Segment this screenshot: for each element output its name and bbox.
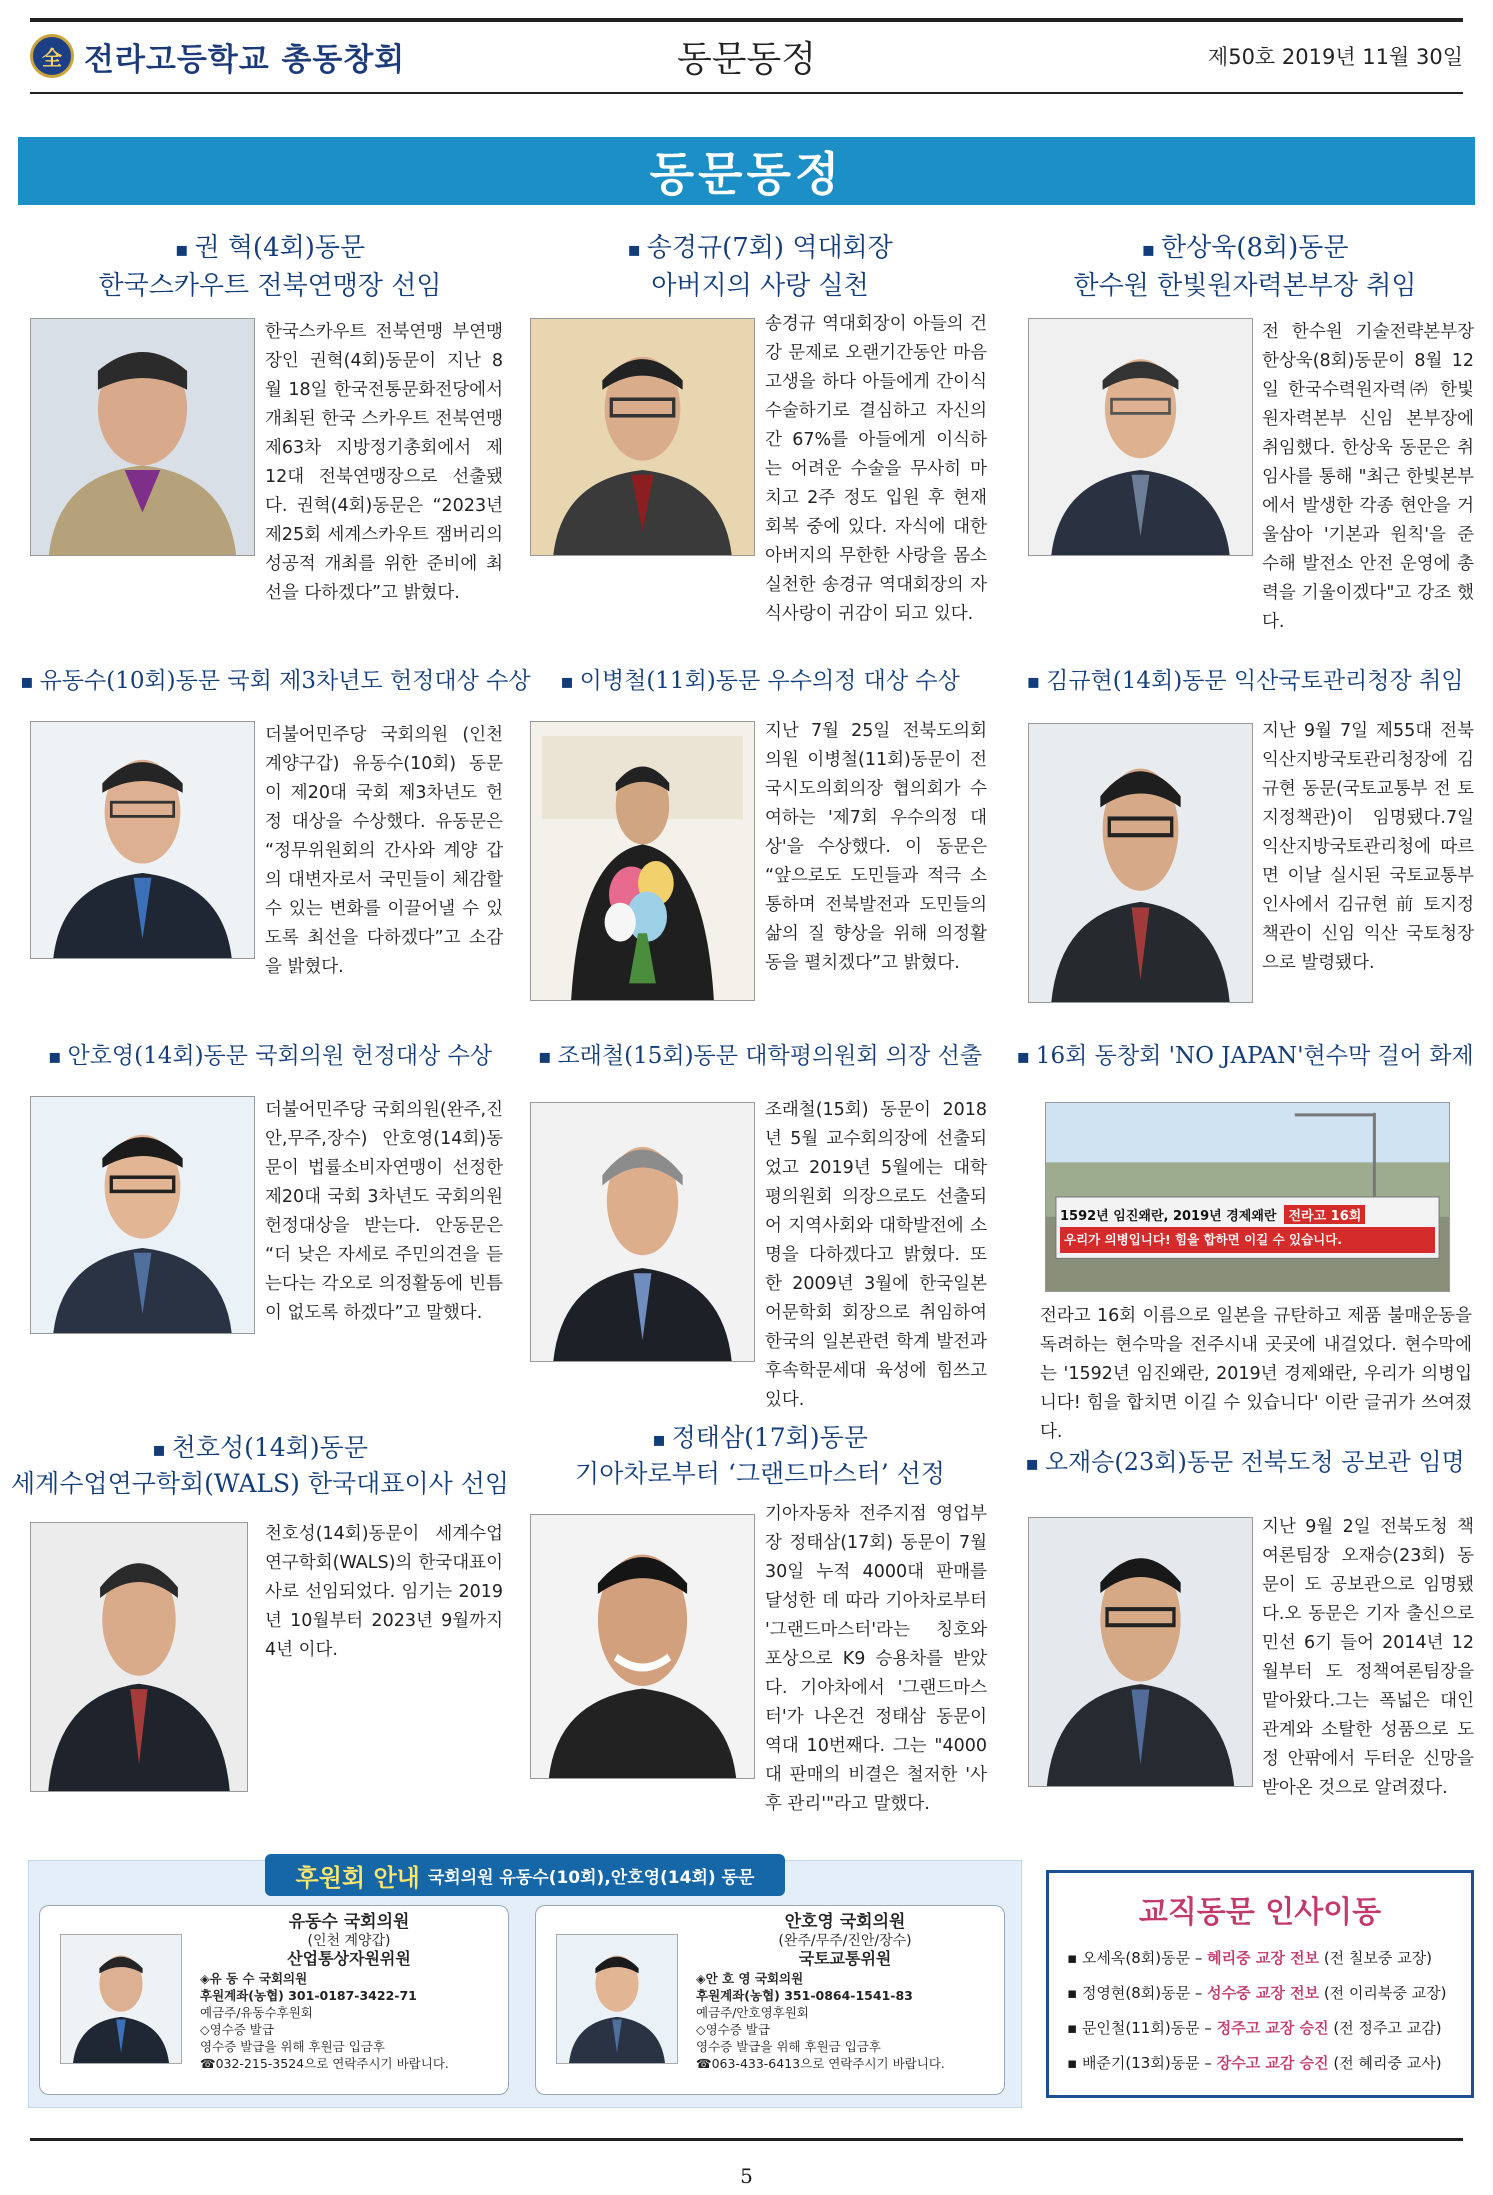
bullet-icon: ▪ — [652, 1427, 666, 1451]
bullet-icon: ▪ — [174, 237, 189, 261]
headline-line1: 정태삼(17회)동문 — [671, 1423, 868, 1452]
personnel-who: 배준기(13회)동문 – — [1081, 2054, 1217, 2072]
article-headline — [5, 1430, 515, 1503]
sponsor-info-box — [28, 1860, 1022, 2108]
article-song — [520, 230, 1000, 650]
personnel-note: (전 정주고 교감) — [1328, 2019, 1442, 2037]
page-number: 5 — [740, 2164, 753, 2188]
school-name: 전라고등학교 총동창회 — [84, 41, 406, 78]
personnel-note: (전 혜리중 교사) — [1328, 2054, 1442, 2072]
sponsor-account: 후원계좌(농협) 351-0864-1541-83 — [696, 1988, 913, 2003]
sponsor-note: 영수증 발급을 위해 후원금 입금후 — [200, 2039, 385, 2054]
personnel-item: ▪ 오세옥(8회)동문 – 혜리중 교장 전보 (전 칠보중 교장) — [1067, 1949, 1433, 1967]
article-headline — [20, 230, 520, 305]
headline-line1: 16회 동창회 'NO JAPAN'현수막 걸어 화제 — [1035, 1043, 1474, 1069]
personnel-item: ▪ 정영현(8회)동문 – 성수중 교장 전보 (전 이리북중 교장) — [1067, 1984, 1447, 2002]
personnel-item: ▪ 배준기(13회)동문 – 장수고 교감 승진 (전 혜리중 교사) — [1067, 2054, 1442, 2072]
article-jo — [520, 1040, 1000, 1420]
banner-text-line2: 우리가 의병입니다! 힘을 합하면 이길 수 있습니다. — [1060, 1227, 1435, 1253]
sponsor-name: 유동수 국회의원 — [288, 1912, 410, 1932]
sponsor-title: 후원회 안내 — [295, 1863, 420, 1892]
article-kim — [1010, 665, 1480, 1025]
sponsor-contact: ☎063-433-6413으로 연락주시기 바랍니다. — [696, 2056, 945, 2071]
sponsor-card-yoo — [39, 1905, 509, 2095]
article-oh — [1010, 1445, 1480, 1845]
bullet-icon: ▪ — [20, 669, 34, 693]
sponsor-details — [696, 1914, 994, 2072]
sponsor-portrait — [60, 1934, 182, 2064]
bullet-icon: ▪ — [560, 669, 574, 693]
article-body: 송경규 역대회장이 아들의 건강 문제로 오랜기간동안 마음고생을 하다 아들에게 간이식 수술하기로 결심하고 자신의 간 67%를 아들에게 이식하는 어려운 수술을 무사히 마치고 2주 정도 입원 후 현재 회복 중에 있다. 자식에 대한 아버지의 무한한 사랑을 몸소 실천한 송경규 역대회장의 자식사랑이 귀감이 되고 있다. — [765, 314, 987, 624]
sponsor-holder: 예금주/유동수후원회 — [200, 2005, 313, 2020]
headline-line1: 김규현(14회)동문 익산국토관리청장 취임 — [1046, 668, 1464, 694]
article-lee — [520, 665, 1000, 1025]
headline-line2: 세계수업연구학회(WALS) 한국대표이사 선임 — [10, 1469, 510, 1499]
sponsor-card-ahn — [535, 1905, 1005, 2095]
article-body: 전라고 16회 이름으로 일본을 규탄하고 제품 불매운동을 독려하는 현수막을 전주시내 곳곳에 내걸었다. 현수막에는 '1592년 임진왜란, 2019년 경제왜란, 우리가 의병입니다! 힘을 합치면 이길 수 있습니다' 이란 글귀가 쓰여졌다. — [1040, 1306, 1472, 1442]
article-body: 더불어민주당 국회의원(완주,진안,무주,장수) 안호영(14회)동문이 법률소비자연맹이 선정한 제20대 국회 3차년도 국회의원 헌정대상을 받는다. 안동문은 “더 낮은 자세로 주민의견을 듣는다는 각오로 의정활동에 빈틈이 없도록 하겠다”고 말했다. — [265, 1100, 503, 1323]
personnel-move: 혜리중 교장 전보 — [1207, 1949, 1320, 1967]
section-title: 동문동정 — [676, 38, 817, 80]
page-header — [30, 24, 1463, 88]
portrait-photo — [30, 721, 255, 959]
bullet-icon: ▪ — [1026, 669, 1041, 693]
article-headline — [1010, 230, 1480, 305]
sponsor-line: ◈안 호 영 국회의원 — [696, 1971, 804, 1986]
personnel-title: 교직동문 인사이동 — [1138, 1895, 1382, 1930]
article-body: 기아자동차 전주지점 영업부장 정태삼(17회) 동문이 7월 30일 누적 4000대 판매를 달성한 데 따라 기아차로부터 '그랜드마스터'라는 칭호와 포상으로 K9 승용차를 받았다. 기아차에서 '그랜드마스터'가 나온건 정태삼 동문이 역대 10번째다. 그는 "4000대 판매의 비결은 철저한 '사후 관리'"라고 말했다. — [765, 1504, 987, 1814]
article-headline — [520, 665, 1000, 698]
personnel-box — [1046, 1870, 1474, 2098]
bullet-icon: ▪ — [47, 1044, 62, 1068]
issue-info: 제50호 2019년 11월 30일 — [1207, 45, 1463, 69]
article-body: 지난 7월 25일 전북도의회 의원 이병철(11회)동문이 전국시도의회의장 협의회가 수여하는 '제7회 우수의정 대상'을 수상했다. 이 동문은 “앞으로도 도민들과 적극 소통하며 전북발전과 도민들의 삶의 질 향상을 위해 의정활동을 펼치겠다”고 밝혔다. — [765, 721, 987, 973]
article-jung — [520, 1420, 1000, 1850]
award-photo — [530, 721, 755, 1001]
portrait-photo — [30, 318, 255, 556]
headline-line2: 한수원 한빛원자력본부장 취임 — [1073, 270, 1417, 301]
sponsor-line: ◈유 동 수 국회의원 — [200, 1971, 308, 1986]
article-headline — [20, 665, 531, 698]
protest-banner — [1060, 1201, 1435, 1257]
sponsor-note: 영수증 발급을 위해 후원금 입금후 — [696, 2039, 881, 2054]
personnel-move: 정주고 교장 승진 — [1216, 2019, 1329, 2037]
headline-line1: 한상욱(8회)동문 — [1161, 233, 1349, 263]
article-headline — [1010, 1445, 1480, 1480]
school-logo — [30, 34, 405, 79]
article-class16 — [1010, 1040, 1480, 1442]
article-body: 한국스카우트 전북연맹 부연맹장인 권혁(4회)동문이 지난 8월 18일 한국전통문화전당에서 개최된 한국 스카우트 전북연맹 제63차 지방정기총회에서 제12대 전북연맹장으로 선출됐다. 권혁(4회)동문은 “2023년 제25회 세계스카우트 잼버리의 성공적 개최를 위한 준비에 최선을 다하겠다”고 밝혔다. — [265, 322, 503, 603]
headline-line1: 권 혁(4회)동문 — [194, 233, 366, 263]
banner-tag: 전라고 16회 — [1284, 1205, 1365, 1224]
sponsor-district: (인천 계양갑) — [307, 1933, 391, 1949]
personnel-note: (전 칠보중 교장) — [1319, 1949, 1433, 1967]
bullet-icon: ▪ — [1016, 1044, 1030, 1068]
article-body: 지난 9월 2일 전북도청 책여론팀장 오재승(23회) 동문이 도 공보관으로 임명됐다.오 동문은 기자 출신으로 민선 6기 들어 2014년 12월부터 도 정책여론팀장을 맡아왔다.그는 폭넓은 대인 관계와 소탈한 성품으로 도정 안팎에서 두터운 신망을 받아온 것으로 알려졌다. — [1262, 1517, 1474, 1798]
sponsor-title-tab — [265, 1854, 785, 1896]
headline-line1: 천호성(14회)동문 — [171, 1433, 368, 1462]
headline-line1: 유동수(10회)동문 국회 제3차년도 헌정대상 수상 — [39, 668, 531, 694]
page-banner: 동문동정 — [18, 137, 1475, 205]
sponsor-committee: 국토교통위원 — [798, 1949, 892, 1968]
article-body: 전 한수원 기술전략본부장 한상욱(8회)동문이 8월 12일 한국수력원자력㈜ 한빛원자력본부 신임 본부장에 취임했다. 한상욱 동문은 취임사를 통해 "최근 한빛본부에서 발생한 각종 현안을 거울삼아 '기본과 원칙'을 준수해 발전소 안전 운영에 총력을 기울이겠다"고 강조 했다. — [1262, 322, 1474, 632]
sponsor-holder: 예금주/안호영후원회 — [696, 2005, 809, 2020]
sponsor-committee: 산업통상자원위원 — [287, 1949, 411, 1968]
article-headline — [520, 1040, 1000, 1073]
bullet-icon: ▪ — [152, 1437, 166, 1461]
portrait-photo — [530, 318, 755, 556]
article-headline — [520, 230, 1000, 305]
sponsor-account: 후원계좌(농협) 301-0187-3422-71 — [200, 1988, 417, 2003]
sponsor-receipt: ◇영수증 발급 — [696, 2022, 770, 2037]
sponsor-name: 안호영 국회의원 — [784, 1912, 906, 1932]
footer-rule — [30, 2138, 1463, 2141]
personnel-who: 정영현(8회)동문 – — [1081, 1984, 1208, 2002]
portrait-photo — [1028, 318, 1253, 556]
personnel-who: 오세옥(8회)동문 – — [1081, 1949, 1208, 1967]
headline-line1: 송경규(7회) 역대회장 — [646, 233, 893, 263]
article-kwon — [20, 230, 520, 650]
article-han — [1010, 230, 1480, 650]
portrait-photo — [1028, 1517, 1253, 1787]
article-body: 더불어민주당 국회의원 (인천 계양구갑) 유동수(10회) 동문이 제20대 국회 제3차년도 헌정 대상을 수상했다. 유동문은 “정무위원회의 간사와 계양 갑의 대변자로서 국민들이 체감할 수 있는 변화를 이끌어낼 수 있도록 최선을 다하겠다”고 소감을 밝혔다. — [265, 725, 503, 977]
article-ahn — [20, 1040, 520, 1420]
article-body: 지난 9월 7일 제55대 전북 익산지방국토관리청장에 김규현 동문(국토교통부 전 토지정책관)이 임명됐다.7일 익산지방국토관리청에 따르면 이날 실시된 국토교통부 인사에서 김규현 前 토지정책관이 신임 익산 국토청장으로 발령됐다. — [1262, 721, 1474, 973]
portrait-photo — [30, 1096, 255, 1334]
headline-line1: 조래철(15회)동문 대학평의원회 의장 선출 — [557, 1043, 983, 1069]
article-headline — [1010, 665, 1480, 698]
article-body: 조래철(15회) 동문이 2018년 5월 교수회의장에 선출되었고 2019년 5월에는 대학평의원회 의장으로도 선출되어 지역사회와 대학발전에 소명을 다하겠다고 밝혔다. 또한 2009년 3월에 한국일본어문학회 회장으로 취임하여 한국의 일본관련 학계 발전과 후속학문세대 육성에 힘쓰고 있다. — [765, 1100, 987, 1410]
article-body: 천호성(14회)동문이 세계수업연구학회(WALS)의 한국대표이사로 선임되었다. 임기는 2019년 10월부터 2023년 9월까지 4년 이다. — [265, 1524, 503, 1660]
article-yoo — [20, 665, 531, 1025]
header-bottom-rule — [30, 92, 1463, 94]
banner-photo — [1045, 1102, 1450, 1292]
portrait-photo — [1028, 723, 1253, 1003]
sponsor-district: (완주/무주/진안/장수) — [778, 1933, 912, 1949]
sponsor-contact: ☎032-215-3524으로 연락주시기 바랍니다. — [200, 2056, 449, 2071]
headline-line2: 기아차로부터 ‘그랜드마스터’ 선정 — [575, 1459, 945, 1489]
personnel-move: 성수중 교장 전보 — [1207, 1984, 1320, 2002]
banner-text-line1: 1592년 임진왜란, 2019년 경제왜란 — [1060, 1208, 1277, 1224]
personnel-item: ▪ 문인철(11회)동문 – 정주고 교장 승진 (전 정주고 교감) — [1067, 2019, 1442, 2037]
sponsor-receipt: ◇영수증 발급 — [200, 2022, 274, 2037]
headline-line2: 한국스카우트 전북연맹장 선임 — [98, 270, 442, 301]
bullet-icon: ▪ — [627, 237, 641, 261]
portrait-photo — [530, 1514, 755, 1779]
portrait-photo — [530, 1102, 755, 1362]
article-headline — [20, 1040, 520, 1073]
article-cheon — [5, 1430, 515, 1850]
bullet-icon: ▪ — [1141, 237, 1156, 261]
sponsor-portrait — [556, 1934, 678, 2064]
personnel-note: (전 이리북중 교장) — [1319, 1984, 1447, 2002]
bullet-icon: ▪ — [537, 1044, 552, 1068]
headline-line2: 아버지의 사랑 실천 — [651, 270, 869, 301]
sponsor-subtitle: 국회의원 유동수(10회),안호영(14회) 동문 — [427, 1867, 755, 1888]
header-top-rule — [30, 18, 1463, 22]
portrait-photo — [30, 1522, 248, 1792]
headline-line1: 이병철(11회)동문 우수의정 대상 수상 — [579, 668, 960, 694]
article-headline — [520, 1420, 1000, 1493]
personnel-move: 장수고 교감 승진 — [1216, 2054, 1329, 2072]
headline-line1: 안호영(14회)동문 국회의원 헌정대상 수상 — [67, 1043, 493, 1069]
headline-line1: 오재승(23회)동문 전북도청 공보관 임명 — [1044, 1448, 1465, 1476]
sponsor-details — [200, 1914, 498, 2072]
personnel-who: 문인철(11회)동문 – — [1081, 2019, 1217, 2037]
school-emblem-icon: 全 — [30, 34, 74, 78]
bullet-icon: ▪ — [1025, 1451, 1039, 1475]
article-headline — [1010, 1040, 1480, 1073]
